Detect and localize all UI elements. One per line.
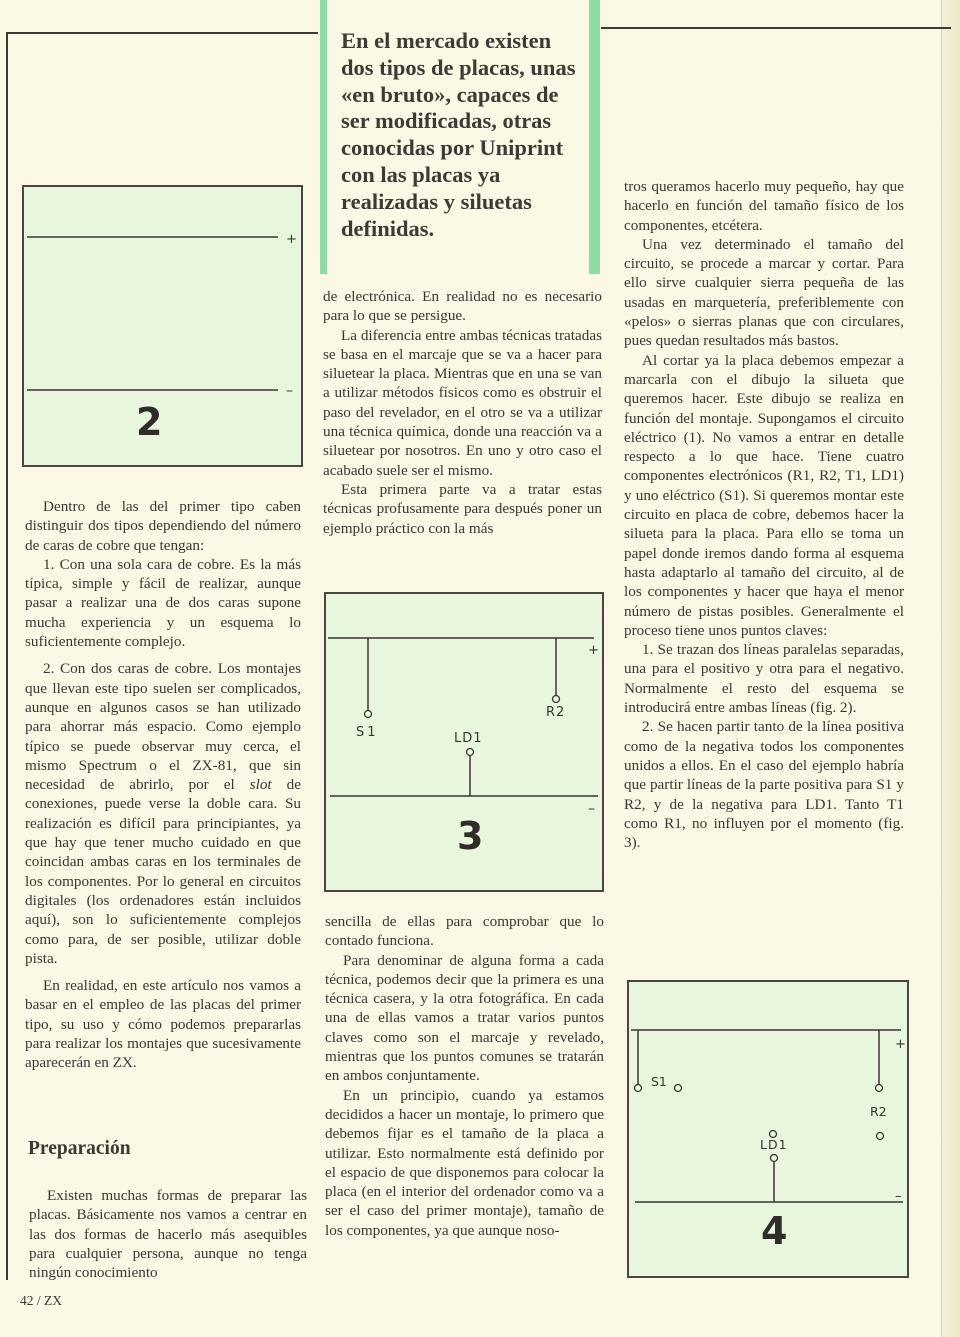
- left-margin-rule: [6, 32, 8, 1280]
- ld1-label: LD1: [454, 731, 483, 746]
- page-folio: 42 / ZX: [20, 1293, 62, 1308]
- column-3: [624, 177, 904, 852]
- paragraph: de electrónica. En realidad no es necesario para lo que se persigue.: [323, 288, 602, 325]
- paragraph: Esta primera parte va a tratar estas técnicas profusamente para después poner un ejemplo práctico con la más: [323, 480, 602, 537]
- paragraph: Existen muchas formas de preparar las placas. Básicamente nos vamos a centrar en las dos formas de hacerlo más asequibles para cualquier persona, aunque no tenga ningún conocimiento: [29, 1187, 307, 1282]
- paragraph: Dentro de las del primer tipo caben distinguir dos tipos dependiendo del número de caras de cobre que tengan:: [25, 498, 301, 554]
- text-run: de conexiones, puede verse la doble cara. Su realización es difícil para principiantes, ya que hay que tener mucho cuidado en que coincidan ambas caras en los terminales de los componentes. Por lo general en circuitos digitales (los ordenadores están incluidos aquí), son lo suficientemente complejos como para, de ser posible, utilizar doble pista.: [25, 776, 301, 967]
- figure-3-diagram: [326, 594, 602, 890]
- positive-sign: +: [588, 643, 599, 658]
- text-run: 2. Con dos caras de cobre. Los montajes que llevan este tipo suelen ser complicados, aunque en algunos casos se han utilizado para ahorrar más espacio. Como ejemplo típico se puede observar muy cerca, el mismo Spectrum o el ZX-81, que sin necesidad de abrirlo, por el: [25, 660, 301, 794]
- figure-4-diagram: [629, 982, 907, 1276]
- negative-sign: –: [895, 1189, 902, 1204]
- r2-label: R2: [870, 1104, 887, 1119]
- figure-3: [324, 592, 604, 892]
- figure-2: [22, 185, 303, 467]
- ld1-label: LD1: [760, 1137, 788, 1152]
- s1-label: S1: [651, 1074, 667, 1089]
- paragraph: Para denominar de alguna forma a cada técnica, podemos decir que la primera es una técnica casera, y la otra fotográfica. En cada una de ellas vamos a tratar varios puntos claves como son el marcaje y revelado, mientras que los puntos comunes se tratarán en ambos conjuntamente.: [325, 951, 604, 1085]
- page-edge-shadow: [941, 0, 960, 1337]
- figure-number: 2: [136, 400, 163, 444]
- figure-2-diagram: [24, 187, 301, 465]
- column-1-top: [25, 497, 301, 1073]
- column-1-bottom: [29, 1186, 307, 1282]
- pull-quote-text: En el mercado existen dos tipos de placas, unas «en bruto», capaces de ser modificadas, otras conocidas por Uniprint con las placas ya realizadas y siluetas definidas.: [341, 28, 576, 241]
- section-heading: Preparación: [28, 1138, 131, 1159]
- paragraph: En un principio, cuando ya estamos decididos a hacer un montaje, lo primero que debemos fijar es el tamaño de la placa a utilizar. Esto normalmente está definido por el espacio de que disponemos para colocar la placa (en el interior del ordenador como va a ser el caso del primer montaje), tamaño de los componentes, ya que aunque noso-: [325, 1086, 604, 1239]
- r2-pad-a: [876, 1085, 883, 1092]
- figure-number: 4: [761, 1209, 788, 1253]
- column-2-top: [323, 287, 602, 538]
- column-2-bottom: [325, 912, 604, 1240]
- ld1-pad-b: [771, 1155, 778, 1162]
- s1-label: S1: [356, 725, 379, 740]
- paragraph: tros queramos hacerlo muy pequeño, hay que hacerlo en función del tamaño físico de los componentes, etcétera.: [624, 178, 904, 234]
- r2-pad: [553, 696, 560, 703]
- paragraph: 2. Se hacen partir tanto de la línea positiva como de la negativa todos los componentes unidos a ellos. En el caso del ejemplo habría que partir líneas de la parte positiva para S1 y R2, y de la negativa para LD1. Tanto T1 como R1, no influyen por el momento (fig. 3).: [624, 718, 904, 852]
- paragraph: 1. Con una sola cara de cobre. Es la más típica, simple y fácil de realizar, aunque pasar a realizar una de dos caras supone mucha experiencia y un esquema lo suficientemente complejo.: [25, 555, 301, 651]
- figure-4: [627, 980, 909, 1278]
- ld1-pad: [467, 749, 474, 756]
- paragraph: La diferencia entre ambas técnicas tratadas se basa en el marcaje que se va a hacer para siluetear la placa. Mientras que en una se van a utilizar métodos físicos como es obstruir el paso del revelador, en el otro se va a utilizar una técnica química, donde una reacción va a siluetear por nosotros. En uno y otro caso el acabado suele ser el mismo.: [323, 326, 602, 479]
- s1-pad: [365, 711, 372, 718]
- positive-sign: +: [286, 232, 297, 247]
- figure-number: 3: [457, 814, 484, 858]
- s1-pad-b: [675, 1085, 682, 1092]
- r2-pad-b: [877, 1133, 884, 1140]
- negative-sign: –: [588, 801, 595, 817]
- s1-pad-a: [635, 1085, 642, 1092]
- paragraph: En realidad, en este artículo nos vamos a basar en el empleo de las placas del primer tipo, su uso y cómo podemos prepararlas para realizar los montajes que sucesivamente aparecerán en ZX.: [25, 977, 301, 1072]
- pull-quote-box: [320, 0, 600, 274]
- positive-sign: +: [895, 1037, 906, 1052]
- paragraph: sencilla de ellas para comprobar que lo contado funciona.: [325, 913, 604, 950]
- paragraph: Una vez determinado el tamaño del circuito, se procede a marcar y cortar. Para ello sirve cualquier sierra pequeña de las usadas en marquetería, preferiblemente con «pelos» o sierras planas que con circulares, pues quedan resultados más bastos.: [624, 235, 904, 350]
- paragraph: 1. Se trazan dos líneas paralelas separadas, una para el positivo y otra para el negativo. Normalmente el resto del esquema se introducirá entre ambas líneas (fig. 2).: [624, 641, 904, 717]
- r2-label: R2: [546, 705, 566, 720]
- italic-term: slot: [249, 776, 272, 794]
- top-rule-right: [601, 27, 951, 29]
- negative-sign: –: [286, 383, 293, 399]
- top-rule-left: [6, 32, 318, 34]
- paragraph: Al cortar ya la placa debemos empezar a marcarla con el dibujo la silueta que queremos hacer. Este dibujo se realiza en función del montaje. Supongamos el circuito eléctrico (1). No vamos a entrar en detalle respecto a lo que hace. Tiene cuatro componentes electrónicos (R1, R2, T1, LD1) y uno eléctrico (S1). Si queremos montar este circuito en placa de cobre, debemos hacer la silueta para la placa. Para ello se toma un papel donde iremos dando forma al esquema hasta adaptarlo al tamaño del circuito, al de los componentes y hacer que haya el menor número de pistas posibles. Generalmente el proceso tiene unos puntos claves:: [624, 351, 904, 639]
- paragraph: [25, 659, 301, 968]
